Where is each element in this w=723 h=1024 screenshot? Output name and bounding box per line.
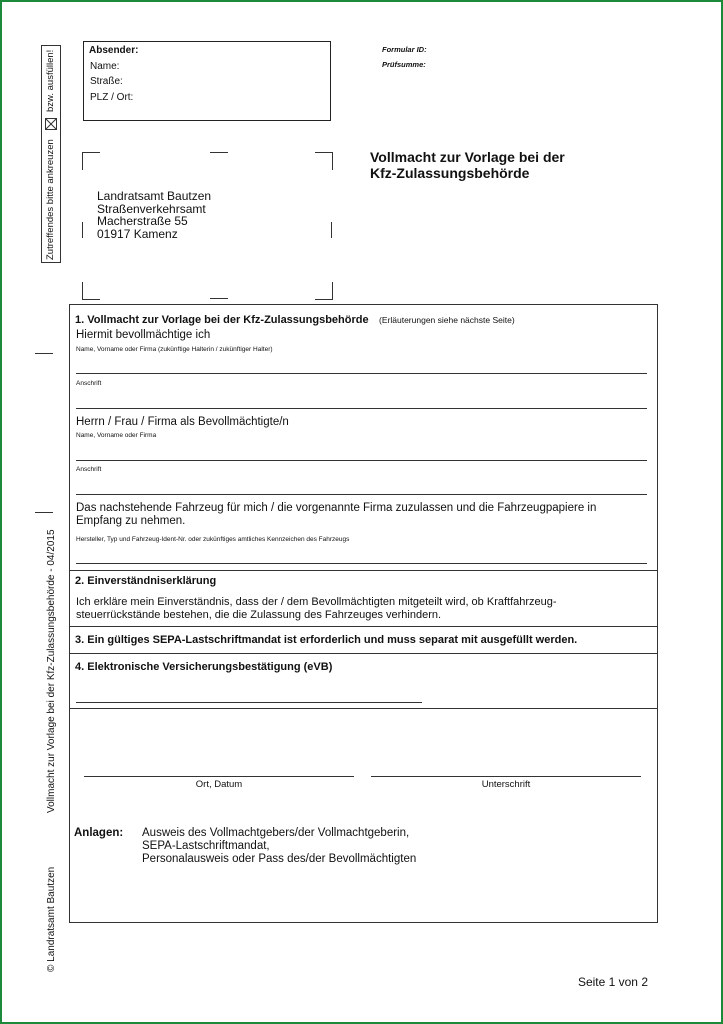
attachments-list — [142, 827, 416, 866]
place-date-label: Ort, Datum — [195, 779, 243, 790]
section-divider — [70, 653, 657, 654]
vehicle-field[interactable] — [76, 563, 647, 564]
agent-address-field[interactable] — [76, 494, 647, 495]
sender-name-field[interactable]: Name: — [90, 61, 120, 72]
form-id-label: Formular ID: — [382, 45, 427, 54]
document-title-line1: Vollmacht zur Vorlage bei der — [370, 149, 565, 165]
holder-address-hint: Anschrift — [76, 380, 102, 387]
signature-field[interactable] — [371, 776, 641, 777]
sender-street-field[interactable]: Straße: — [90, 76, 123, 87]
holder-address-field[interactable] — [76, 408, 647, 409]
recipient-line3: Macherstraße 55 — [97, 214, 188, 228]
fold-mark-upper — [35, 353, 53, 354]
fold-mark-lower — [35, 512, 53, 513]
attachment-item: SEPA-Lastschriftmandat, — [142, 840, 270, 852]
agent-name-field[interactable] — [76, 460, 647, 461]
holder-name-field[interactable] — [76, 373, 647, 374]
side-instruction-part2: bzw. ausfüllen! — [45, 49, 56, 112]
side-instruction-box — [41, 45, 61, 263]
section1-header — [75, 310, 515, 328]
vehicle-text-line2: Empfang zu nehmen. — [76, 515, 186, 527]
attachment-item: Ausweis des Vollmachtgebers/der Vollmachtgeberin, — [142, 827, 410, 839]
sender-city-field[interactable]: PLZ / Ort: — [90, 92, 134, 103]
sender-box — [83, 41, 331, 121]
vehicle-text-line1: Das nachstehende Fahrzeug für mich / die vorgenannte Firma zuzulassen und die Fahrzeugpapiere in — [76, 502, 597, 514]
agent-hint: Name, Vorname oder Firma — [76, 432, 157, 439]
section-divider — [70, 570, 657, 571]
section3-title: 3. Ein gültiges SEPA-Lastschriftmandat ist erforderlich und muss separat mit ausgefüllt werden. — [75, 634, 578, 646]
recipient-line1: Landratsamt Bautzen — [97, 189, 212, 203]
evb-number-field[interactable] — [76, 702, 422, 703]
side-copyright: © Landratsamt Bautzen — [46, 866, 57, 972]
crossed-checkbox-icon — [45, 118, 57, 130]
attachments-label: Anlagen: — [74, 827, 124, 839]
signature-label: Unterschrift — [481, 779, 531, 790]
authorize-text: Hiermit bevollmächtige ich — [76, 329, 211, 341]
section4-title: 4. Elektronische Versicherungsbestätigung (eVB) — [75, 661, 333, 673]
section2-title: 2. Einverständniserklärung — [75, 575, 217, 587]
section2-text-line1: Ich erkläre mein Einverständnis, dass der / dem Bevollmächtigten mitgeteilt wird, ob Kraftfahrzeug- — [76, 596, 557, 608]
section2-text-line2: steuerrückstände bestehen, die die Zulassung des Fahrzeuges verhindern. — [76, 609, 442, 621]
recipient-address — [97, 190, 211, 240]
checksum-label: Prüfsumme: — [382, 60, 426, 69]
sender-title: Absender: — [89, 45, 139, 56]
place-date-field[interactable] — [84, 776, 354, 777]
section-divider — [70, 708, 657, 709]
section2-text — [76, 596, 557, 622]
section-divider — [70, 626, 657, 627]
vehicle-hint: Hersteller, Typ und Fahrzeug-Ident-Nr. oder zukünftiges amtliches Kennzeichen des Fahrzeugs — [76, 536, 350, 543]
main-form — [69, 304, 658, 923]
recipient-line4: 01917 Kamenz — [97, 226, 178, 241]
section1-title: 1. Vollmacht zur Vorlage bei der Kfz-Zulassungsbehörde — [75, 314, 369, 326]
vehicle-text — [76, 502, 596, 528]
attachment-item: Personalausweis oder Pass des/der Bevollmächtigten — [142, 853, 417, 865]
document-title — [370, 149, 565, 181]
agent-text: Herrn / Frau / Firma als Bevollmächtigte/n — [76, 416, 289, 428]
page-number: Seite 1 von 2 — [577, 975, 648, 989]
recipient-line2: Straßenverkehrsamt — [97, 201, 206, 216]
section1-note: (Erläuterungen siehe nächste Seite) — [379, 315, 515, 325]
agent-address-hint: Anschrift — [76, 466, 102, 473]
holder-hint: Name, Vorname oder Firma (zukünftige Halterin / zukünftiger Halter) — [76, 346, 273, 353]
document-title-line2: Kfz-Zulassungsbehörde — [370, 165, 530, 181]
side-instruction-part1: Zutreffendes bitte ankreuzen — [45, 139, 56, 260]
side-form-label: Vollmacht zur Vorlage bei der Kfz-Zulassungsbehörde - 04/2015 — [46, 529, 57, 813]
